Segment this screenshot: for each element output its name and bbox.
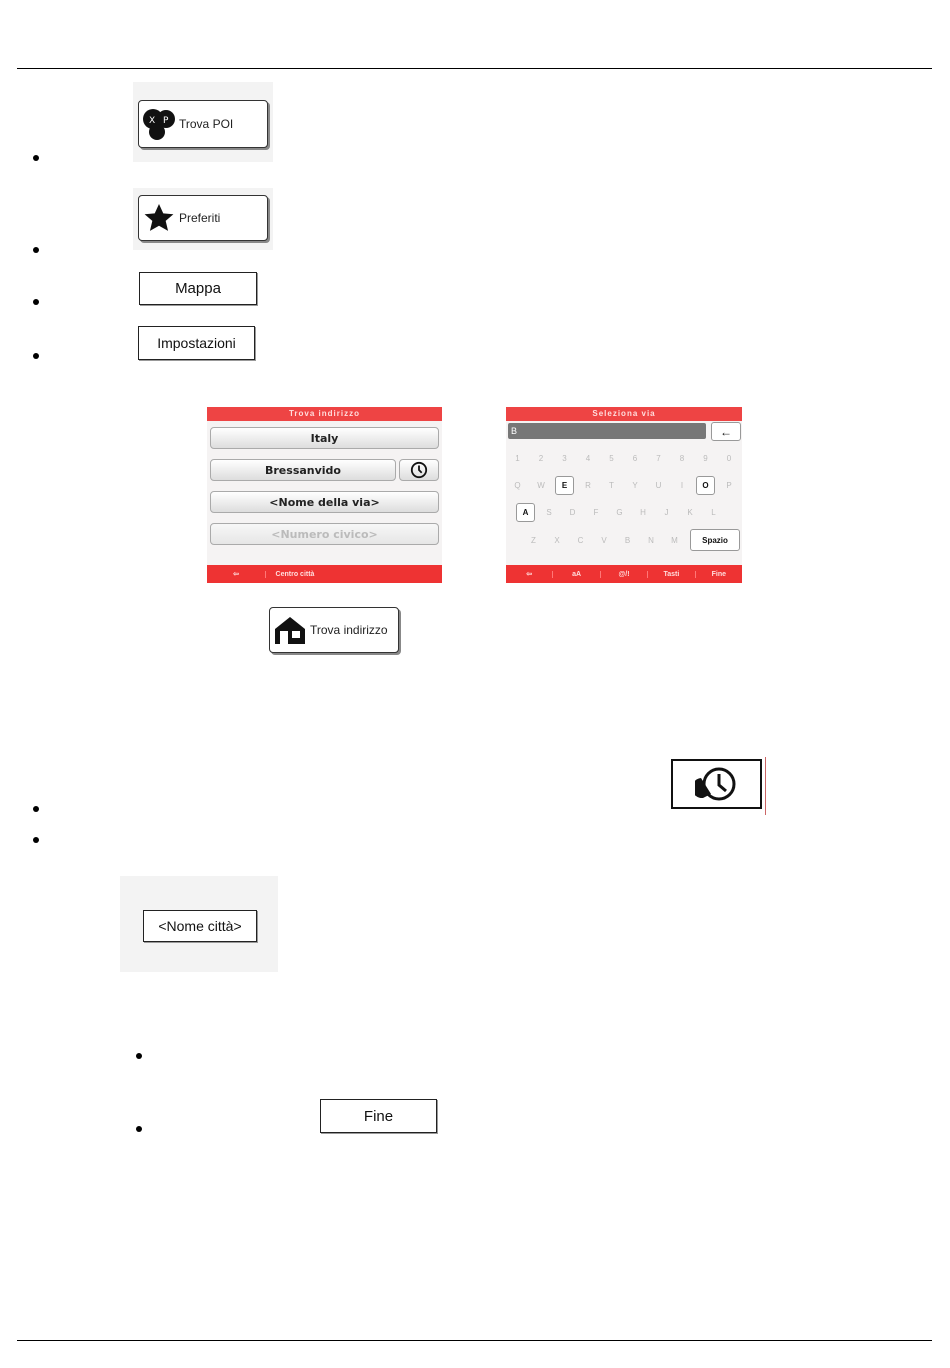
key-6[interactable]: 6 [632,454,638,463]
street-input[interactable]: B [508,423,706,439]
space-key[interactable]: Spazio [690,529,740,551]
key-d[interactable]: D [569,508,576,517]
back-button[interactable] [207,570,265,578]
keys-button[interactable]: Tasti [647,571,694,578]
nome-citta-button[interactable]: <Nome città> [143,910,257,942]
house-icon [270,614,310,646]
done-button[interactable]: Fine [695,571,742,578]
bottom-bar [506,565,742,583]
key-4[interactable]: 4 [585,454,591,463]
trova-poi-label: Trova POI [179,117,234,131]
key-p[interactable]: P [726,481,732,490]
impostazioni-button[interactable]: Impostazioni [138,326,255,360]
key-5[interactable]: 5 [609,454,614,463]
screen-title: Seleziona via [506,407,742,421]
key-z[interactable]: Z [531,536,536,545]
bullet [33,806,39,812]
back-arrow-icon: ⇦ [233,571,239,578]
bullet [136,1126,142,1132]
clock-edge-mark [765,757,766,815]
key-c[interactable]: C [577,536,584,545]
key-w[interactable]: W [537,481,545,490]
key-o[interactable]: O [696,476,715,495]
history-clock-icon [410,461,428,479]
key-0[interactable]: 0 [726,454,732,463]
star-icon [139,202,179,234]
fine-button[interactable]: Fine [320,1099,437,1133]
symbols-button[interactable]: @/! [600,571,647,578]
header-rule [17,68,932,69]
key-8[interactable]: 8 [679,454,685,463]
mappa-button[interactable]: Mappa [139,272,257,305]
key-y[interactable]: Y [632,481,638,490]
poi-icon [139,107,179,141]
bullet [136,1053,142,1059]
key-1[interactable]: 1 [515,454,520,463]
key-a[interactable]: A [516,503,535,522]
street-field[interactable]: <Nome della via> [210,491,439,513]
screen-title: Trova indirizzo [207,407,442,421]
key-h[interactable]: H [640,508,646,517]
key-2[interactable]: 2 [538,454,544,463]
history-clock-icon [695,764,739,804]
back-arrow-icon: ⇦ [526,571,533,578]
country-field[interactable]: Italy [210,427,439,449]
key-q[interactable]: Q [514,481,521,490]
key-u[interactable]: U [655,481,662,490]
footer-rule [17,1340,932,1341]
address-screen [207,407,442,583]
key-j[interactable]: J [664,508,669,517]
city-field[interactable]: Bressanvido [210,459,396,481]
key-l[interactable]: L [711,508,716,517]
key-b[interactable]: B [624,536,631,545]
trova-indirizzo-label: Trova indirizzo [310,623,388,637]
key-s[interactable]: S [546,508,552,517]
key-9[interactable]: 9 [703,454,708,463]
case-button[interactable]: aA [552,571,599,578]
key-k[interactable]: K [687,508,693,517]
bullet [33,837,39,843]
backspace-key[interactable]: ← [711,422,741,441]
keyboard-screen [506,407,742,583]
bullet [33,155,39,161]
key-e[interactable]: E [555,476,574,495]
key-t[interactable]: T [609,481,614,490]
key-m[interactable]: M [671,536,678,545]
bullet [33,353,39,359]
preferiti-label: Preferiti [179,211,221,225]
key-g[interactable]: G [616,508,623,517]
trova-indirizzo-button[interactable] [269,607,399,653]
svg-text:X: X [149,116,156,126]
key-r[interactable]: R [585,481,591,490]
number-field[interactable]: <Numero civico> [210,523,439,545]
trova-poi-button[interactable] [138,100,268,148]
centro-citta-button[interactable]: Centro città [265,571,324,578]
bullet [33,247,39,253]
history-button[interactable] [399,459,439,481]
key-i[interactable]: I [680,481,684,490]
history-icon-button[interactable] [671,759,762,809]
bullet [33,299,39,305]
bottom-bar [207,565,442,583]
back-button[interactable] [506,570,552,578]
key-n[interactable]: N [648,536,654,545]
key-3[interactable]: 3 [562,454,567,463]
preferiti-button[interactable] [138,195,268,241]
key-x[interactable]: X [554,536,560,545]
key-f[interactable]: F [593,508,599,517]
svg-text:P: P [163,116,169,126]
key-7[interactable]: 7 [656,454,661,463]
key-v[interactable]: V [601,536,607,545]
